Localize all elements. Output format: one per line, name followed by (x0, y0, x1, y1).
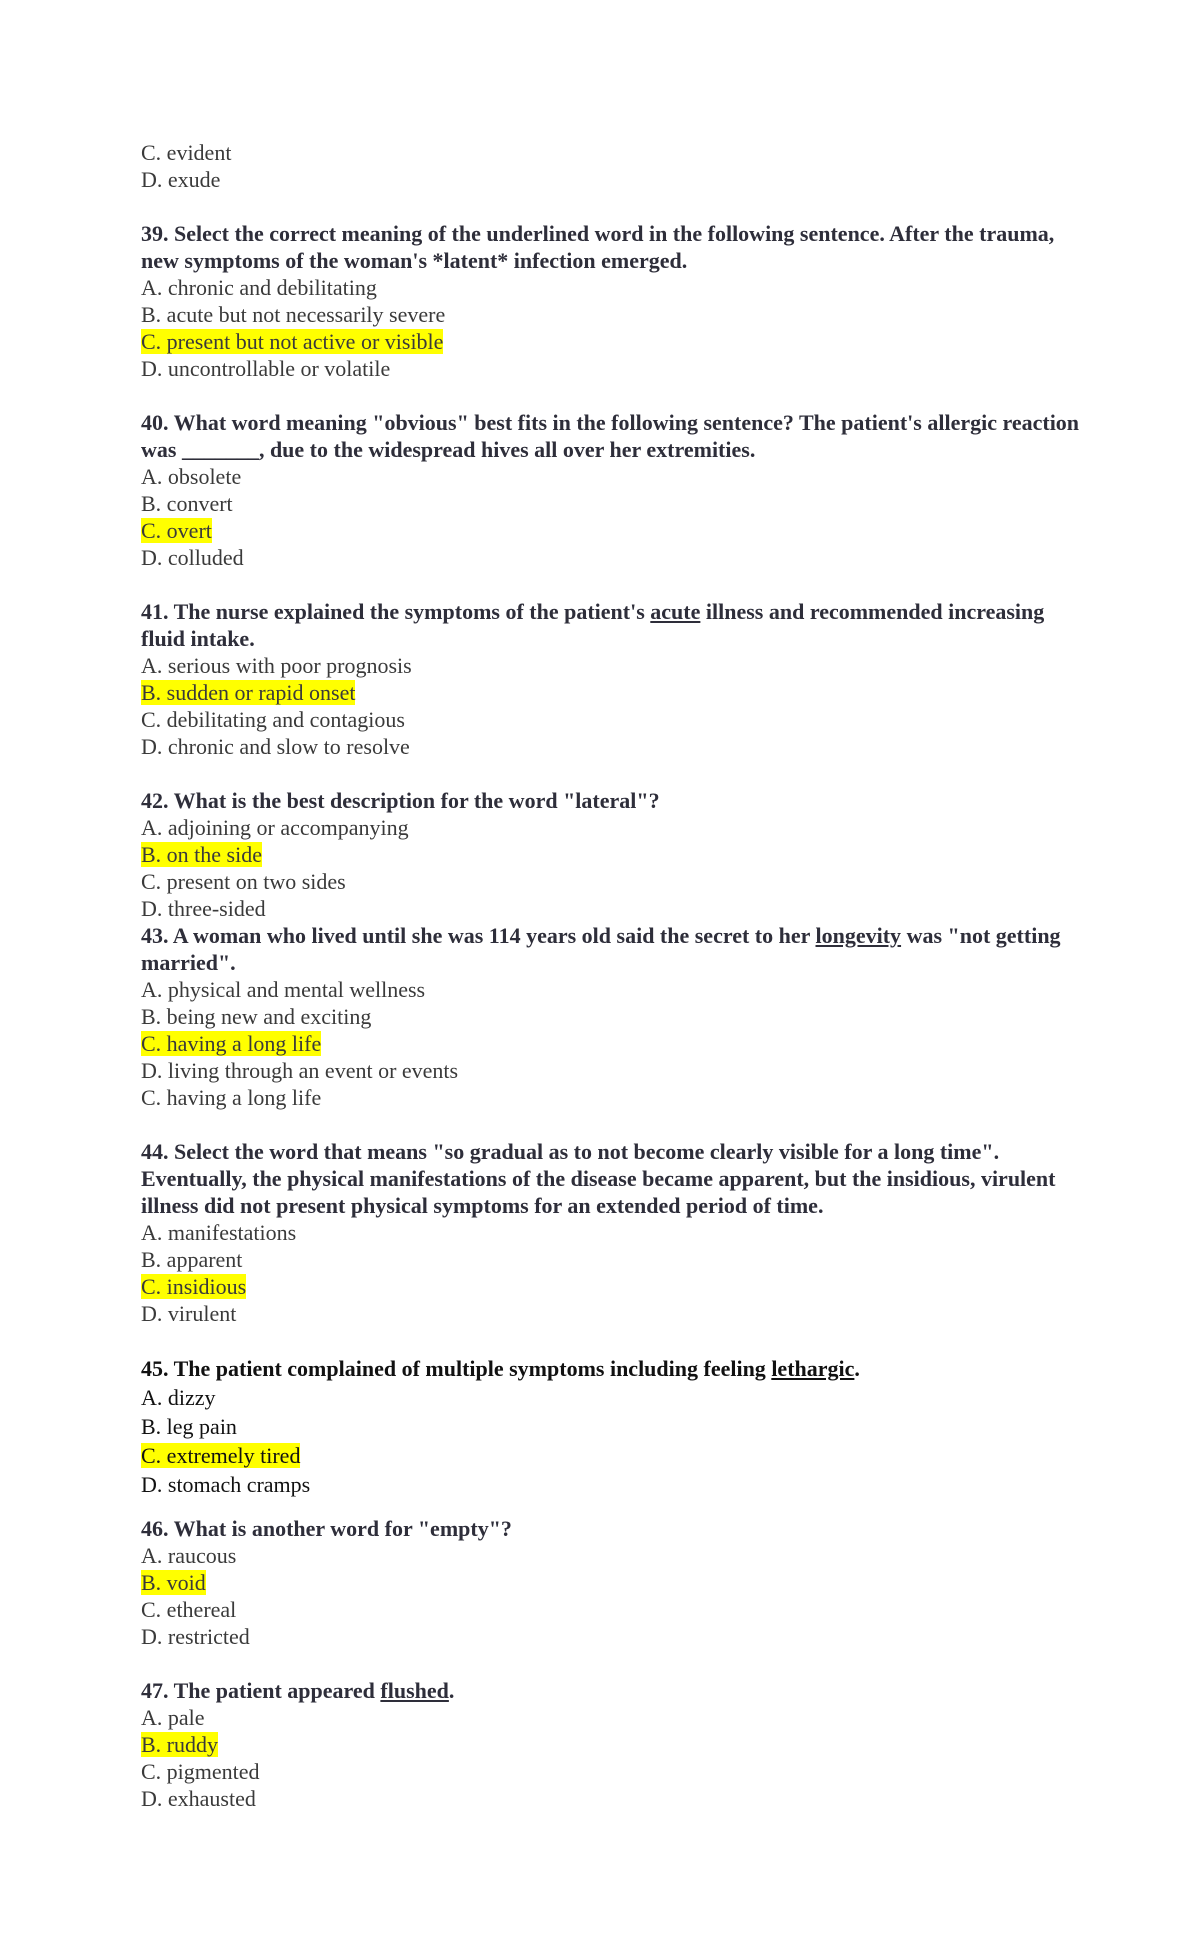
question-stem: 45. The patient complained of multiple symptoms including feeling lethargic. (141, 1356, 860, 1381)
option-a: A. chronic and debilitating (141, 275, 377, 300)
option-c-answer: C. present but not active or visible (141, 329, 444, 354)
option-b: B. apparent (141, 1247, 243, 1272)
underlined-term: longevity (815, 923, 902, 948)
option-c-repeat: C. having a long life (141, 1085, 322, 1110)
question-stem: 39. Select the correct meaning of the underlined word in the following sentence. After the trauma, new symptoms of the woman's *latent* infection emerged. (141, 221, 1055, 273)
option-b: B. being new and exciting (141, 1004, 372, 1029)
option-d: D. restricted (141, 1624, 250, 1649)
option-b: B. convert (141, 491, 233, 516)
option-c-answer: C. insidious (141, 1274, 247, 1299)
option-a: A. dizzy (141, 1385, 216, 1410)
option-b-answer: B. void (141, 1570, 206, 1595)
question-stem: 43. A woman who lived until she was 114 years old said the secret to her longevity was "not getting married". (141, 923, 1061, 975)
option-c: C. present on two sides (141, 869, 346, 894)
option-d: D. colluded (141, 545, 244, 570)
option-c: C. debilitating and contagious (141, 707, 405, 732)
question-stem: 44. Select the word that means "so gradual as to not become clearly visible for a long time". Eventually, the physical manifestations of the disease became apparent, but the insidious, virulent illness did not present physical symptoms for an extended period of time. (141, 1139, 1056, 1218)
option-d: D. stomach cramps (141, 1472, 311, 1497)
question-44 (141, 1138, 1080, 1327)
option-a: A. manifestations (141, 1220, 297, 1245)
underlined-term: flushed (380, 1678, 449, 1703)
question-47 (141, 1677, 1080, 1812)
underlined-term: acute (650, 599, 701, 624)
option-d: D. uncontrollable or volatile (141, 356, 391, 381)
option-c-answer: C. overt (141, 518, 212, 543)
option-a: A. raucous (141, 1543, 237, 1568)
question-39 (141, 220, 1080, 382)
question-40 (141, 409, 1080, 571)
option-d: D. living through an event or events (141, 1058, 459, 1083)
option-d: D. exude (141, 167, 221, 192)
question-stem: 46. What is another word for "empty"? (141, 1516, 512, 1541)
question-43 (141, 922, 1080, 1111)
question-46 (141, 1515, 1080, 1650)
option-d: D. chronic and slow to resolve (141, 734, 410, 759)
question-stem: 40. What word meaning "obvious" best fits in the following sentence? The patient's allergic reaction was _______, due to the widespread hives all over her extremities. (141, 410, 1080, 462)
question-38-tail (141, 139, 1080, 193)
option-c: C. evident (141, 140, 232, 165)
option-a: A. physical and mental wellness (141, 977, 426, 1002)
question-stem: 47. The patient appeared flushed. (141, 1678, 455, 1703)
option-a: A. adjoining or accompanying (141, 815, 409, 840)
question-stem: 41. The nurse explained the symptoms of the patient's acute illness and recommended increasing fluid intake. (141, 599, 1045, 651)
question-41 (141, 598, 1080, 760)
option-a: A. pale (141, 1705, 205, 1730)
question-45 (141, 1354, 1080, 1499)
question-42 (141, 787, 1080, 922)
option-a: A. obsolete (141, 464, 242, 489)
option-b: B. leg pain (141, 1414, 237, 1439)
underlined-term: lethargic (771, 1356, 855, 1381)
option-d: D. exhausted (141, 1786, 256, 1811)
option-c-answer: C. extremely tired (141, 1443, 301, 1468)
option-b-answer: B. on the side (141, 842, 262, 867)
option-b-answer: B. ruddy (141, 1732, 218, 1757)
option-c: C. pigmented (141, 1759, 260, 1784)
option-b-answer: B. sudden or rapid onset (141, 680, 356, 705)
option-c-answer: C. having a long life (141, 1031, 322, 1056)
question-stem: 42. What is the best description for the word "lateral"? (141, 788, 660, 813)
option-a: A. serious with poor prognosis (141, 653, 412, 678)
option-c: C. ethereal (141, 1597, 237, 1622)
option-b: B. acute but not necessarily severe (141, 302, 446, 327)
option-d: D. virulent (141, 1301, 237, 1326)
option-d: D. three-sided (141, 896, 266, 921)
